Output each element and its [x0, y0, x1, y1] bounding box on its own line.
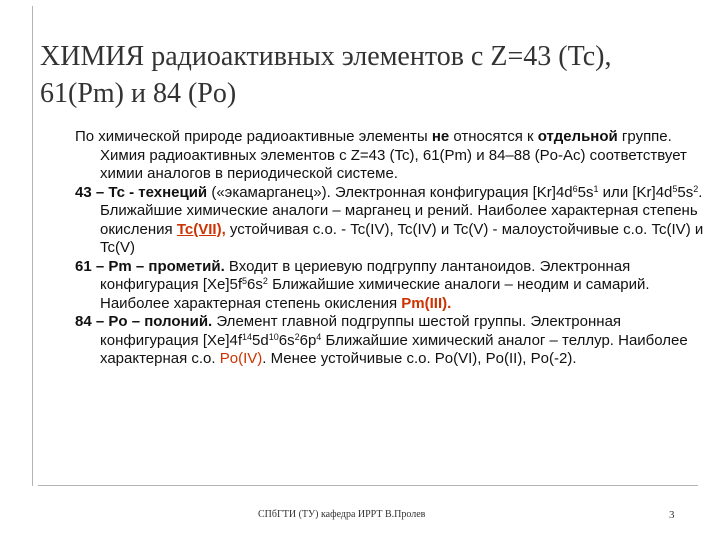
po-run: 10: [268, 331, 279, 342]
tc-run: («экамарганец»). Электронная конфигурация [Kr]4d: [207, 183, 573, 201]
tc-run: . Ближайшие химические аналоги – марганец и рений. Наиболее характерная степень окисления: [100, 183, 703, 238]
intro-run: По химической природе радиоактивные элементы: [75, 128, 432, 145]
po-run: Элемент главной подгруппы шестой группы. Электронная конфигурация [Xe]4f: [100, 313, 622, 349]
tc-run: 1: [593, 183, 599, 194]
slide-content: [75, 128, 705, 369]
pm-run: 2: [262, 276, 268, 286]
intro-run: отдельной: [537, 128, 618, 145]
tc-run: 43 – Тс - технеций: [75, 183, 208, 201]
paragraph-tc: [75, 184, 705, 258]
po-run: 84 – Po – полоний.: [75, 313, 213, 330]
left-rule: [32, 6, 33, 486]
bottom-rule: [38, 485, 698, 486]
slide-title: ХИМИЯ радиоактивных элементов с Z=43 (Tc), 61(Pm) и 84 (Po): [40, 41, 612, 109]
po-run: 6s: [278, 331, 295, 349]
footer-text: СПбГТИ (ТУ) кафедра ИРРТ В.Пролев: [258, 509, 426, 520]
pm-run: 61 – Pm – прометий.: [75, 257, 225, 275]
pm-run: 6s: [247, 276, 263, 293]
pm-run: Pm(III).: [401, 294, 452, 312]
pm-run: Ближайшие химические аналоги – неодим и самарий. Наиболее характерная степень окисления: [100, 276, 650, 312]
po-run: 4: [316, 331, 322, 342]
pm-run: 5: [242, 276, 248, 286]
po-run: 5d: [252, 331, 269, 349]
paragraph-pm: [75, 258, 705, 314]
po-run: . Менее устойчивые с.о. Po(VI), Po(II), Po(-2).: [262, 350, 577, 367]
paragraph-po: [75, 313, 705, 369]
intro-run: группе. Химия радиоактивных элементов с Z=43 (Tc), 61(Pm) и 84–88 (Po-Ac) соответствует химии аналогов в периодической системе.: [100, 128, 687, 182]
intro-run: относятся к: [449, 128, 538, 145]
intro-run: не: [431, 128, 450, 145]
tc-run: 2: [693, 183, 699, 194]
po-run: 2: [294, 331, 300, 342]
po-run: 14: [242, 331, 253, 342]
tc-run: 5s: [677, 183, 694, 201]
page-number: 3: [669, 509, 675, 521]
paragraph-intro: [75, 128, 705, 184]
tc-run: или [Kr]4d: [598, 183, 673, 201]
po-run: 6p: [299, 331, 317, 349]
po-run: Po(IV): [219, 350, 263, 367]
pm-run: Входит в цериевую подгруппу лантаноидов. Электронная конфигурация [Xe]5f: [100, 257, 631, 293]
tc-run: 6: [572, 183, 578, 194]
tc-run: Tc(VII),: [176, 220, 226, 238]
po-run: Ближайшие химический аналог – теллур. Наиболее характерная с.о.: [100, 331, 688, 367]
tc-run: устойчивая с.о. - Tc(IV), Tc(IV) и Tc(V) - малоустойчивые с.о. Tc(IV) и Tc(V): [100, 220, 704, 256]
tc-run: 5: [672, 183, 678, 194]
tc-run: 5s: [577, 183, 594, 201]
